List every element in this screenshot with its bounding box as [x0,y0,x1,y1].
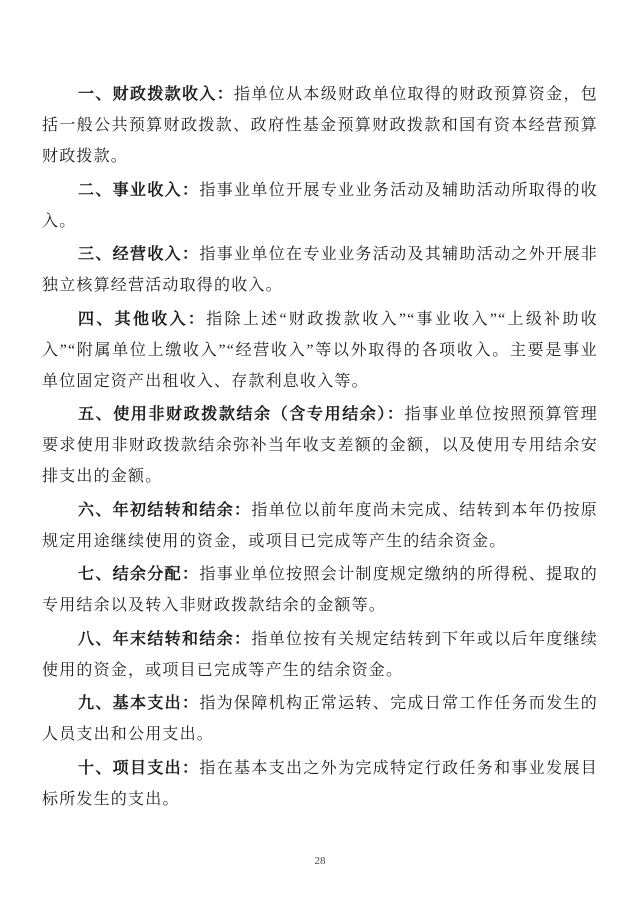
definition-label: 一、财政拨款收入： [78,86,235,103]
definition-body: 指为保障机构正常运转、完成日常工作任务而发生的人员支出和公用支出。 [42,695,598,743]
definition-body: 指除上述“财政拨款收入”“事业收入”“上级补助收入”“附属单位上缴收入”“经营收入”等以外取得的各项收入。主要是事业单位固定资产出租收入、存款利息收入等。 [42,310,599,390]
definition-paragraph-6 [42,495,598,557]
definition-paragraph-3 [42,239,598,301]
definition-label: 八、年末结转和结余： [78,630,252,648]
definition-body: 指事业单位在专业业务活动及其辅助活动之外开展非独立核算经营活动取得的收入。 [42,246,598,294]
definition-label: 十、项目支出： [78,759,200,777]
page-number: 28 [314,855,326,867]
definition-label: 三、经营收入： [78,246,200,263]
definition-label: 五、使用非财政拨款结余（含专用结余）： [78,406,405,423]
definition-paragraph-5 [42,399,598,492]
definition-label: 九、基本支出： [78,695,200,712]
definition-body: 指单位按有关规定结转到下年或以后年度继续使用的资金，或项目已完成等产生的结余资金。 [42,630,598,679]
definition-paragraph-9 [42,688,598,750]
definition-label: 二、事业收入： [78,181,200,199]
definition-paragraph-10 [42,753,598,815]
definition-label: 七、结余分配： [78,566,200,583]
definition-paragraph-4 [42,304,598,397]
definition-label: 六、年初结转和结余： [78,501,252,519]
definition-body: 指单位从本级财政单位取得的财政预算资金，包括一般公共预算财政拨款、政府性基金预算财政拨款和国有资本经营预算财政拨款。 [42,86,598,165]
definition-paragraph-8 [42,624,598,686]
definition-body: 指事业单位开展专业业务活动及辅助活动所取得的收入。 [42,181,598,230]
definition-body: 指在基本支出之外为完成特定行政任务和事业发展目标所发生的支出。 [42,759,598,808]
definition-body: 指单位以前年度尚未完成、结转到本年仍按原规定用途继续使用的资金，或项目已完成等产生的结余资金。 [42,501,598,550]
definition-label: 四、其他收入： [78,310,207,328]
definition-body: 指事业单位按照会计制度规定缴纳的所得税、提取的专用结余以及转入非财政拨款结余的金额等。 [42,566,598,614]
definition-body: 指事业单位按照预算管理要求使用非财政拨款结余弥补当年收支差额的金额，以及使用专用结余安排支出的金额。 [42,406,598,485]
definition-paragraph-2 [42,175,598,237]
definition-paragraph-7 [42,559,598,621]
definition-paragraph-1 [42,79,598,172]
